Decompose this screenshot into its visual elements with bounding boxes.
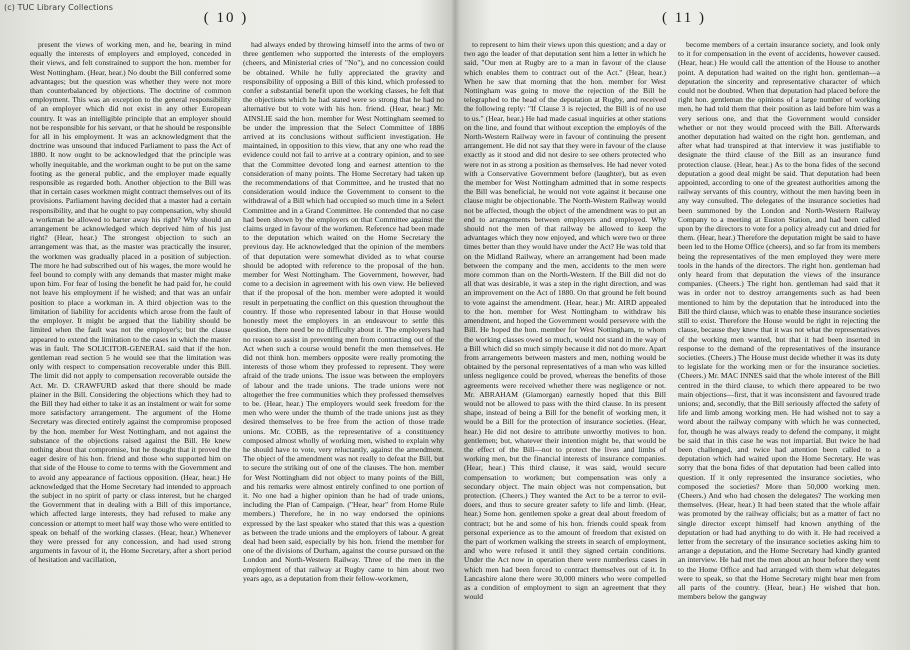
column-text: to represent to him their views upon this question; and a day or two ago the leader of that deputation sent him a letter in which he said, "Our men at Rugby are to a man in favour of the clause which enables them to contract out of the Act." (Hear, hear.) When he saw that morning that the hon. member for West Nottingham was going to move the rejection of the Bill he telegraphed to the head of the deputation at Rugby, and received the following reply: "If Clause 3 is rejected, the Bill is of no use to us." (Hear, hear.) He had made casual inquiries at other stations on the line, and found that without exception the employés of the North-Western Railway were in favour of continuing the present arrangement. He did not say that they were in favour of the clause exactly as it stood and did not desire to see others protected who were not in as strong a position as themselves. He had never voted with a Conservative Government before (laughter), but as even the member for West Nottingham admitted that in some respects the Bill was beneficial, he would not vote against it because one clause might be objectionable. The North-Western Railway would not be affected, though the object of the amendment was to put an end to arrangements between employers and employed. Why should not the men of that railway be allowed to keep the advantages which they now enjoyed, and which were two or three times better than they would have under the Act? He was told that on the Midland Railway, where an arrangement had been made between the company and the men, accidents to the men were more common than on the North-Western. If the Bill did not do all that was desirable, it was a step in the right direction, and was an improvement on the Act of 1880. On that ground he felt bound to vote against the amendment. (Hear, hear.) Mr. AIRD appealed to the hon. member for West Nottingham to withdraw his amendment, and hoped the Government would persevere with the Bill. He hoped the hon. member for West Nottingham, to whom the working classes owed so much, would not stand in the way of a Bill which did so much simply because it did not do more. Apart from arrangements between masters and men, nothing would be obtained by the personal representatives of a man who was killed unless negligence could be proved, whereas the benefits of those agreements were received whether there was negligence or not. Mr. ABRAHAM (Glamorgan) earnestly hoped that this Bill would not be allowed to pass with the third clause. In its present shape, instead of being a Bill for the benefit of working men, it would be a Bill for the protection of insurance societies. (Hear, hear.) He did not desire to attribute unworthy motives to hon. gentlemen; but, whatever their intention might be, that would be the effect of the Bill—not to protect the lives and limbs of working men, but the financial interests of insurance companies. (Hear, hear.) This third clause, it was said, would secure compensation to workmen; but compensation was only a secondary object. The main object was not compensation, but protection. (Cheers.) They wanted the Act to be a terror to evil-doers, and thus to secure greater safety to life and limb. (Hear, hear.) Some hon. gentlemen spoke a great deal about freedom of contract; but he and some of his hon. friends could speak from personal experience as to the amount of freedom that existed on the part of workmen walking the streets in search of employment, and who were refused it until they signed certain conditions. Under the Act now in operation there were numberless cases in which men had been forced to contract themselves out of it. In Lancashire alone there were 30,000 miners who were compelled as a condition of employment to sign an agreement that they would [464,40,666,602]
library-watermark: (c) TUC Library Collections [4,3,114,12]
column-text: present the views of working men, and he, bearing in mind equally the interests of employers and employed, conceded in their views, and felt constrained to support the hon. member for West Nottingham. (Hear, hear.) No doubt the Bill conferred some advantages; but the question was whether they were not more than counterbalanced by objections. The doctrine of common employment. This was an exception to the general responsibility of an employer which did not exist in any other European country. It was an intelligible principle that an employer should not be responsible for his servant, or that he should be responsible for all in his employment. It was an acknowledgment that the doctrine was unsound that induced Parliament to pass the Act of 1880. It now ought to be acknowledged that the principle was wholly inequitable, and the workman ought to be put on the same footing as the general public, and the employer made equally responsible as regarded both. Another objection to the Bill was that in certain cases workmen might contract themselves out of its provisions. Parliament having decided that a master had a certain responsibility, and that he ought to pay compensation, why should a workman be allowed to barter away his right? Why should an arrangement be acknowledged which deprived him of his just right? (Hear, hear.) The strongest objection to such an arrangement was that, as the master was practically the insurer, the workmen was gradually placed in a position of subjection. The more he had subscribed out of his wages, the more would he feel bound to comply with any demands that master might make upon him. For fear of losing the benefit he had paid for, he could not leave his employment if he wished; and that was an unfair position to place a workman in. A third objection was to the limitation of liability for accidents which arose from the fault of the employer. It might be argued that the liability should be limited when the fault was not the employer's; but the clause appeared to extend the limitation to the cases in which the master was in fault. The SOLICITOR-GENERAL said that if the hon. gentleman read section 5 he would see that the limitation was only with respect to compensation recoverable under this Bill. The limit did not apply to compensation recoverable outside the Act. Mr. D. CRAWFURD asked that there should be made plainer in the Bill. Considering the objections which they had to the Bill they had either to take it as an instalment or wait for some more satisfactory arrangement. The argument of the Home Secretary was directed entirely against the compromise proposed by the hon. member for West Nottingham, and not against the substance of the objections raised against the Bill. He knew nothing about that compromise, but he thought that it proved the eager desire of his hon. friend and those who supported him on that side of the House to come to terms with the Government and to avoid any appearance of factious opposition. (Hear, hear.) He acknowledged that the Home Secretary had intended to approach the subject in no spirit of party or class interest, but he charged the Government that in dealing with a Bill of this importance, which affected large interests, they had refused to make any concession or attempt to meet half way those who were entitled to speak on behalf of the working classes. (Hear, hear.) Whenever they were pressed for any concession, and had used strong arguments in favour of it, the Home Secretary, after a short period of hesitation and vacillation, [30,40,231,565]
page-number: ( 10 ) [203,10,249,26]
text-columns [464,40,880,644]
page-number: ( 11 ) [662,10,706,26]
text-column [464,40,666,644]
text-column [30,40,231,644]
text-column [678,40,880,644]
column-text: had always ended by throwing himself into the arms of two or three gentlemen who supported the interests of the employers (cheers, and Ministerial cries of "No"), and no concession could be obtained. While he fully appreciated the gravity and responsibility of opposing a Bill of this kind, which professed to confer a substantial benefit upon the working classes, he felt that the objections which he had stated were so strong that he had no alternative but to vote with his hon. friend. (Hear, hear.) Mr. AINSLIE said the hon. member for West Nottingham seemed to be under the impression that the Select Committee of 1886 arrived at its conclusions without sufficient investigation. He maintained, in opposition to this view, that any one who read the evidence could not fail to arrive at a contrary opinion, and to see that the Committee devoted long and earnest attention to the consideration of many points. The Home Secretary had taken up the recommendations of that Committee, and he trusted that no consideration would induce the Government to consent to the withdrawal of a Bill which had occupied so much time in a Select Committee and in a Grand Committee. He contended that no case had been shown by the employers on that Committee against the claims urged in favour of the workmen. Reference had been made to the deputation which waited on the Home Secretary the previous day. He acknowledged that the opinion of the members of that deputation were somewhat divided as to what course should be adopted with reference to the proposal of the hon. member for West Nottingham. The Government, however, had come to a decision in agreement with his own view. He believed that if the proposal of the hon. member were adopted it would result in perpetuating the conflict on this question throughout the country. If those who represented labour in that House would honestly meet the employers in an endeavour to settle this question, there need be no difficulty about it. The employers had no reason to assist in preventing men from contracting out of the Act when such a course would benefit the men themselves. He did not think hon. members opposite were really promoting the interests of those whom they professed to represent. They were afraid of the trade unions. The issue was between the employers of labour and the trade unions. The trade unions were not altogether the free communities which they professed themselves to be. (Hear, hear.) The employers would seek freedom for the men who were under the thumb of the trade unions just as they desired themselves to be free from the action of those trade unions. Mr. COBB, as the representative of a constituency composed almost wholly of working men, wished to explain why he should have to vote, very reluctantly, against the amendment. The object of the amendment was not really to defeat the Bill, but to secure the striking out of one of the clauses. The hon. member for West Nottingham did not object to many points of the Bill, and his remarks were almost entirely confined to one portion of it. No one had a higher opinion than he had of trade unions, including the Plan of Campaign. ("Hear, hear" from Home Rule members.) Therefore, he in no way endorsed the opinions expressed by the last speaker who stated that this was a question as between the trade unions and the employers of labour. A great deal had been said, especially by his hon. friend the member for one of the divisions of Durham, against the course pursued on the London and North-Western Railway. Three of the men in the employment of that railway at Rugby came to him about two years ago, as a deputation from their fellow-workmen, [243,40,444,583]
left-page [0,0,452,650]
text-columns [30,40,444,644]
column-text: become members of a certain insurance society, and look only to it for compensation in the event of accidents, however caused. (Hear, hear.) He would call the attention of the House to another point. A deputation had waited on the right hon. gentleman—a deputation the sincerity and representative character of which could not be doubted. When that deputation had placed before the right hon. gentleman the opinions of a large number of working men, he had told them that their position as laid before him was a very serious one, and that the Government would consider whether or not they would proceed with the Bill. Afterwards another deputation had waited on the right hon. gentleman, and after what had transpired at that interview it was justifiable to designate the third clause of the Bill as an insurance fund protection clause. (Hear, hear.) As to the bona fides of the second deputation a good deal might be said. That deputation had been appointed, according to one of the greatest authorities among the railway servants of this country, without the men having been in any way consulted. The delegates of the insurance societies had been summoned by the London and North-Western Railway Company to a meeting at Euston Station, and had been called upon by the directors to vote for a policy already cut and dried for them. (Hear, hear.) Therefore the deputation might be said to have been led to the Home Office (cheers), and so far from its members being the representatives of the men employed they were mere tools in the hands of the directors. The right hon. gentleman had only heard from that deputation the views of the insurance companies. (Cheers.) The right hon. gentleman had said that it was in order not to destroy arrangements such as had been mentioned to him by the deputation that he introduced into the Bill the third clause, which was to enable these insurance societies still to exist. Therefore the House would be right in rejecting the clause, because they knew that it was not what the representatives of the working men wanted, but that it had been inserted in response to the demand of the representatives of the insurance societies. (Cheers.) The House must decide whether it was its duty to legislate for the working men or for the insurance societies. (Cheers.) Mr. MAC INNES said that the whole interest of the Bill centred in the third clause, to which there appeared to be two main objections—first, that it was inconsistent and favoured trade unions; and, secondly, that the Bill seriously affected the safety of life and limb among working men. He had wished not to say a word about the railway company with which he was connected, for, though he was always ready to defend the company, it might be said that in this case he was not impartial. But twice he had been challenged, and twice had attention been called to a deputation which had waited upon the Home Secretary. He was sorry that the bona fides of that deputation had been called into question. If it only represented the insurance societies, who composed the societies? More than 50,000 working men. (Cheers.) And who had chosen the delegates? The working men themselves. (Hear, hear.) It had been stated that the whole affair was promoted by the railway officials; but as a matter of fact no single director except himself had known anything of the deputation or had had anything to do with it. He had received a letter from the secretary of the insurance societies asking him to arrange a deputation, and the Home Secretary had kindly granted an interview. He had met the men about an hour before they went to the Home Office and had arranged with them what delegates were to speak, so that the Home Secretary might hear men from all parts of the country. (Hear, hear.) He wished that hon. members below the gangway [678,40,880,602]
right-page [458,0,910,650]
text-column [243,40,444,644]
